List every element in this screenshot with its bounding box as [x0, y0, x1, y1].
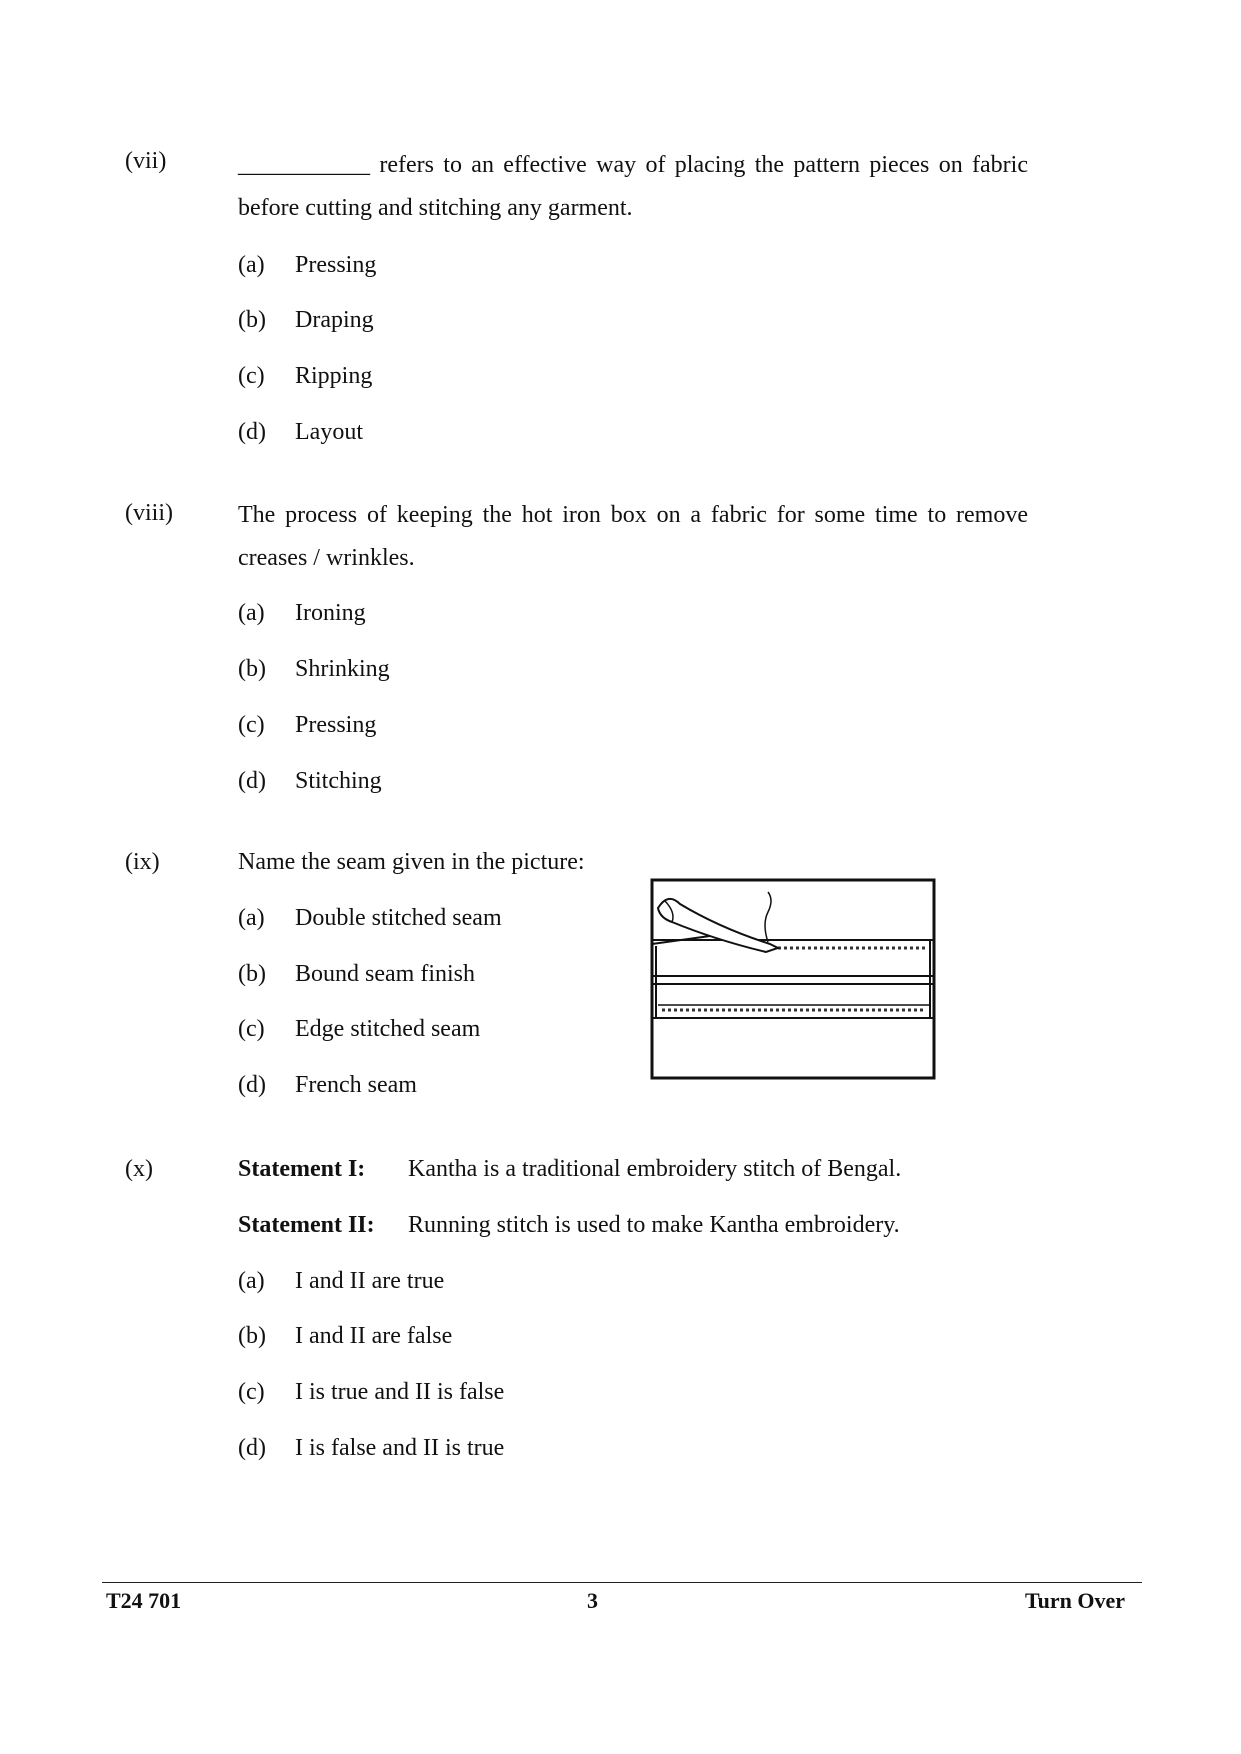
option-label: (b): [238, 961, 266, 987]
turn-over-label: Turn Over: [1025, 1588, 1126, 1613]
statement-label: Statement I:: [238, 1156, 366, 1182]
option-c: [238, 1016, 480, 1046]
option-label: (d): [238, 1435, 266, 1461]
option-text: Double stitched seam: [295, 905, 502, 931]
statement-text: Kantha is a traditional embroidery stitch of Bengal.: [408, 1156, 902, 1182]
question-stem: Name the seam given in the picture:: [238, 849, 585, 875]
page-number: 3: [587, 1588, 598, 1613]
option-text: I and II are false: [295, 1323, 453, 1349]
question-number: (x): [125, 1156, 153, 1182]
option-text: Pressing: [295, 252, 377, 278]
question-stem: The process of keeping the hot iron box on a fabric for some time to remove creases / wrinkles.: [238, 502, 1028, 571]
option-label: (c): [238, 363, 265, 389]
option-text: Shrinking: [295, 656, 390, 682]
option-c: [238, 1379, 504, 1409]
option-label: (a): [238, 600, 265, 626]
option-label: (d): [238, 1072, 266, 1098]
question-number: (ix): [125, 849, 160, 875]
option-text: Ironing: [295, 600, 366, 626]
option-label: (a): [238, 1268, 265, 1294]
footer-divider: [102, 1582, 1142, 1583]
statement-label: Statement II:: [238, 1212, 375, 1238]
option-c: [238, 363, 372, 393]
option-label: (d): [238, 768, 266, 794]
option-a: [238, 1268, 444, 1298]
seam-illustration: [650, 878, 936, 1082]
question-number: (viii): [125, 500, 173, 526]
figure-frame: [652, 880, 934, 1078]
option-b: [238, 961, 475, 991]
option-text: Layout: [295, 419, 363, 445]
option-label: (c): [238, 1016, 265, 1042]
option-b: [238, 1323, 452, 1353]
option-label: (b): [238, 656, 266, 682]
option-a: [238, 600, 366, 630]
option-d: [238, 1435, 504, 1465]
question-number: (vii): [125, 148, 167, 174]
option-text: Edge stitched seam: [295, 1016, 481, 1042]
option-text: Bound seam finish: [295, 961, 475, 987]
option-a: [238, 905, 502, 935]
option-text: I is true and II is false: [295, 1379, 505, 1405]
option-label: (b): [238, 1323, 266, 1349]
option-text: Stitching: [295, 768, 382, 794]
option-text: I is false and II is true: [295, 1435, 505, 1461]
option-label: (a): [238, 252, 265, 278]
option-text: I and II are true: [295, 1268, 445, 1294]
option-label: (b): [238, 307, 266, 333]
option-label: (a): [238, 905, 265, 931]
statement-1: [238, 1156, 901, 1183]
option-a: [238, 252, 376, 282]
option-text: Pressing: [295, 712, 377, 738]
option-label: (c): [238, 712, 265, 738]
option-text: Ripping: [295, 363, 373, 389]
option-c: [238, 712, 376, 742]
statement-text: Running stitch is used to make Kantha embroidery.: [408, 1212, 900, 1238]
question-stem: ___________ refers to an effective way of placing the pattern pieces on fabric before cutting and stitching any garment.: [238, 152, 1028, 221]
option-d: [238, 768, 382, 798]
option-d: [238, 419, 363, 449]
statement-2: [238, 1212, 900, 1239]
option-b: [238, 307, 374, 337]
paper-code: T24 701: [106, 1588, 182, 1613]
option-text: French seam: [295, 1072, 417, 1098]
option-label: (c): [238, 1379, 265, 1405]
option-label: (d): [238, 419, 266, 445]
option-d: [238, 1072, 417, 1102]
option-b: [238, 656, 390, 686]
option-text: Draping: [295, 307, 374, 333]
